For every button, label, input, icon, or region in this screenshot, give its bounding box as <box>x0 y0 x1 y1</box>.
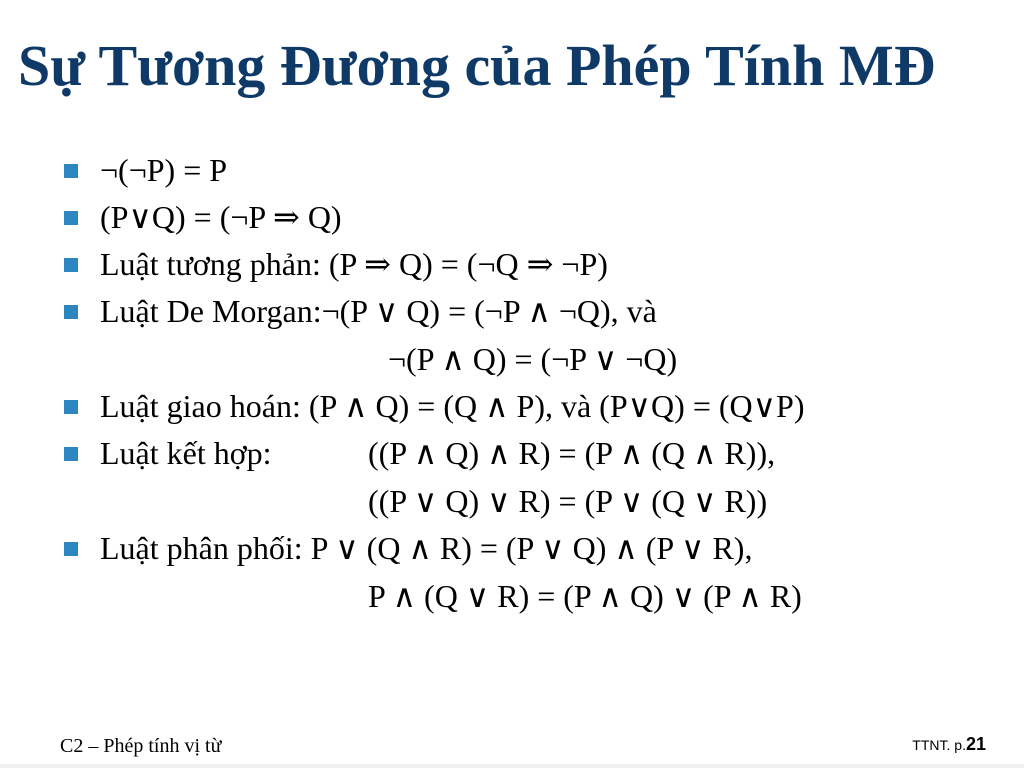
bullet-marker <box>64 447 78 461</box>
footer-page-prefix: TTNT. p. <box>912 737 966 753</box>
footer-page-number: 21 <box>965 734 986 754</box>
bullet-item-de-morgan: Luật De Morgan:¬(P ∨ Q) = (¬P ∧ ¬Q), và <box>100 293 657 329</box>
distributive-second-line: P ∧ (Q ∨ R) = (P ∧ Q) ∨ (P ∧ R) <box>368 578 802 614</box>
bullet-item-distributive: Luật phân phối: P ∨ (Q ∧ R) = (P ∨ Q) ∧ (P ∨ R), <box>100 530 753 566</box>
bullet-marker <box>64 164 78 178</box>
bullet-marker <box>64 400 78 414</box>
bullet-marker <box>64 542 78 556</box>
bullet-item-contrapositive: Luật tương phản: (P ⇒ Q) = (¬Q ⇒ ¬P) <box>100 246 608 282</box>
footer-page-label <box>912 732 986 757</box>
footer-chapter-label: C2 – Phép tính vị từ <box>60 735 222 757</box>
bullet-marker <box>64 305 78 319</box>
slide-title: Sự Tương Đương của Phép Tính MĐ <box>18 33 936 98</box>
bullet-marker <box>64 258 78 272</box>
bullet-item-implication: (P∨Q) = (¬P ⇒ Q) <box>100 199 342 235</box>
bottom-divider <box>0 764 1024 768</box>
associative-first-line: ((P ∧ Q) ∧ R) = (P ∧ (Q ∧ R)), <box>368 435 776 471</box>
bullet-item-associative-label: Luật kết hợp: <box>100 435 272 471</box>
bullet-item-double-negation: ¬(¬P) = P <box>100 152 228 188</box>
associative-second-line: ((P ∨ Q) ∨ R) = (P ∨ (Q ∨ R)) <box>368 483 768 519</box>
de-morgan-second-line: ¬(P ∧ Q) = (¬P ∨ ¬Q) <box>388 341 678 377</box>
bullet-item-commutative: Luật giao hoán: (P ∧ Q) = (Q ∧ P), và (P∨Q) = (Q∨P) <box>100 388 805 424</box>
bullet-marker <box>64 211 78 225</box>
